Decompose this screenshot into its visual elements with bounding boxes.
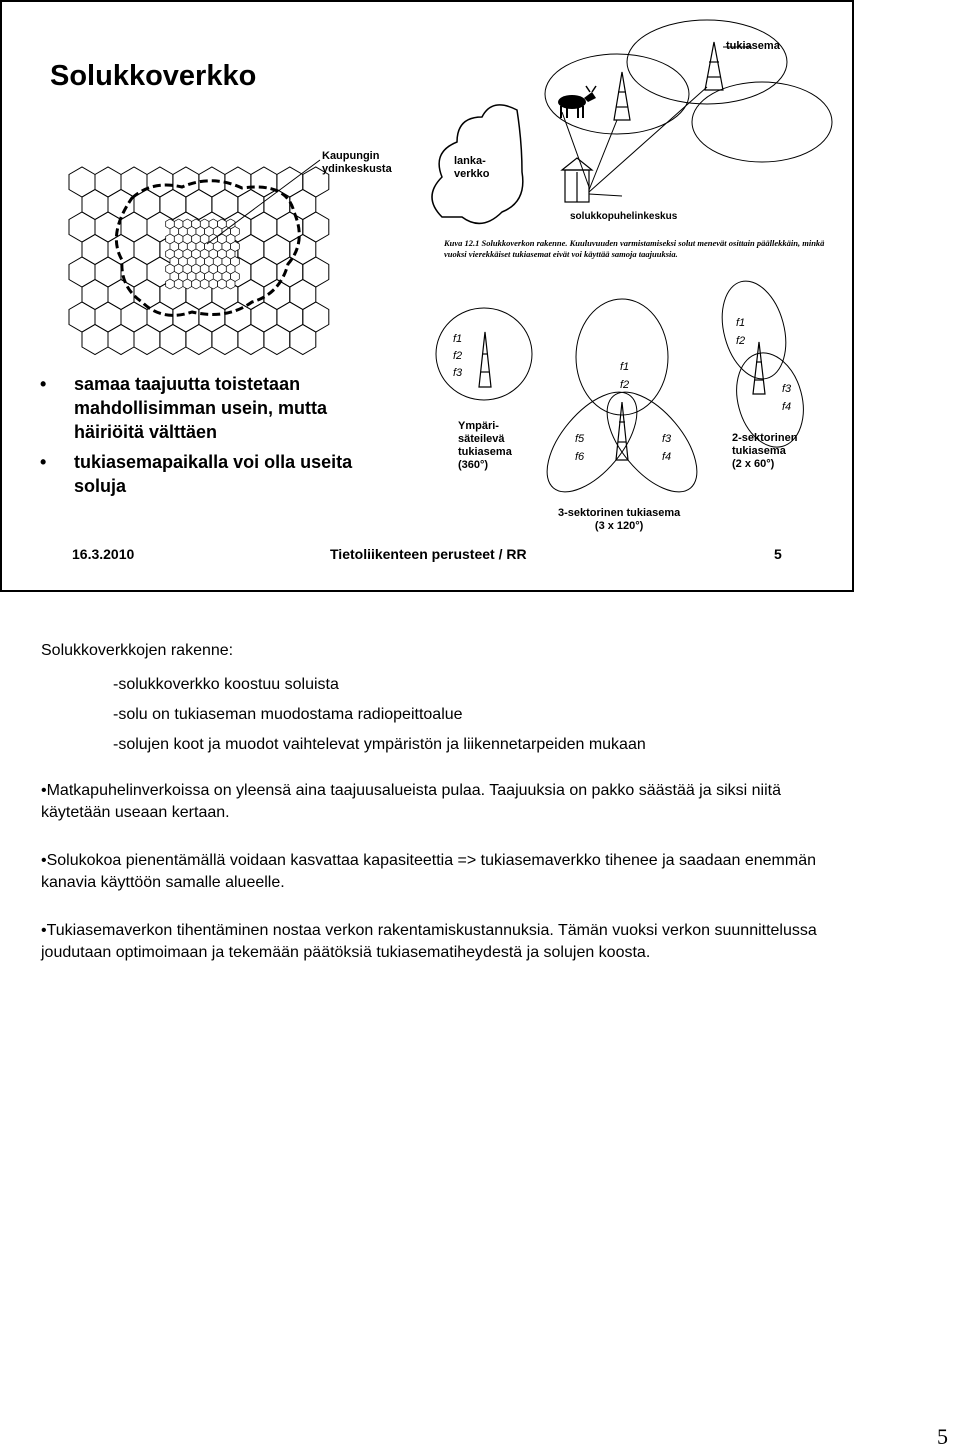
freq-label: f3 — [662, 433, 672, 445]
hex-cell — [95, 302, 121, 332]
omni-tower-icon — [479, 332, 491, 387]
bullet-dot: • — [40, 374, 47, 394]
hex-cell — [290, 325, 316, 355]
hex-cell — [121, 167, 147, 197]
base-station-label: tukiasema — [726, 40, 780, 52]
two-sector-label: 2-sektorinen tukiasema (2 x 60°) — [732, 432, 798, 470]
freq-label: f1 — [620, 361, 630, 373]
freq-label: f2 — [736, 335, 746, 347]
hex-cell — [69, 257, 95, 287]
small-hex-cell — [209, 279, 218, 289]
hex-cell — [121, 302, 147, 332]
freq-label: f2 — [620, 379, 630, 391]
slide-bullet: • tukiasemapaikalla voi olla useita soluja — [40, 452, 353, 496]
notes-subitem: -solu on tukiaseman muodostama radiopeittoalue — [113, 706, 463, 723]
hex-cell — [108, 325, 134, 355]
hex-cell — [82, 280, 108, 310]
hex-cell — [264, 325, 290, 355]
hex-cell — [134, 235, 160, 265]
hex-cell — [82, 325, 108, 355]
hex-cell — [82, 190, 108, 220]
hex-cell — [95, 212, 121, 242]
bullet-dot: • — [40, 452, 47, 472]
hex-cell — [121, 257, 147, 287]
notes-subitem: -solujen koot ja muodot vaihtelevat ympäristön ja liikennetarpeiden mukaan — [113, 736, 646, 753]
slide — [0, 0, 854, 592]
omni-station-label: Ympäri- säteilevä tukiasema (360°) — [458, 420, 512, 471]
two-sector-tower-icon — [753, 342, 765, 394]
slide-bullet: • samaa taajuutta toistetaan mahdollisimman usein, mutta häiriöitä välttäen — [40, 374, 328, 442]
tower-icon — [614, 42, 723, 120]
small-hex-cell — [200, 279, 209, 289]
small-hex-cell — [183, 279, 192, 289]
notes-subitem: -solukkoverkko koostuu soluista — [113, 676, 339, 693]
hex-cell — [186, 325, 212, 355]
hex-cell — [238, 235, 264, 265]
hex-cell — [69, 212, 95, 242]
hex-cell — [160, 325, 186, 355]
coverage-area — [692, 82, 832, 162]
hex-cell — [303, 257, 329, 287]
figure-caption: Kuva 12.1 Solukkoverkon rakenne. Kuuluvuuden varmistamiseksi solut menevät osittain päällekkäin, minkä vuoksi vierekkäiset tukiasemat eivät voi käyttää samoja taajuuksia. — [444, 238, 825, 259]
hex-cell — [199, 302, 225, 332]
small-hex-cell — [166, 279, 175, 289]
small-hex-cell — [174, 279, 183, 289]
hex-cell — [212, 190, 238, 220]
notes-paragraph: •Solukokoa pienentämällä voidaan kasvattaa kapasiteettia => tukiasemaverkko tihenee ja saadaan enemmän kanavia käyttöön samalle alueelle. — [41, 852, 816, 891]
hex-cell — [108, 235, 134, 265]
notes-heading: Solukkoverkkojen rakenne: — [41, 642, 234, 659]
hex-cell — [264, 235, 290, 265]
hex-cell — [173, 302, 199, 332]
freq-label: f2 — [453, 350, 463, 362]
hex-cell — [69, 167, 95, 197]
hex-cell — [82, 235, 108, 265]
coverage-area — [627, 20, 787, 104]
moose-icon — [558, 86, 596, 118]
slide-footer-title: Tietoliikenteen perusteet / RR — [330, 546, 527, 562]
hex-cell — [290, 235, 316, 265]
small-cell-grid — [166, 219, 240, 289]
speaker-notes — [41, 640, 841, 964]
freq-label: f4 — [662, 451, 672, 463]
small-hex-cell — [218, 279, 227, 289]
freq-label: f3 — [453, 367, 463, 379]
hex-cell — [212, 325, 238, 355]
hex-cell — [108, 280, 134, 310]
hex-cell — [69, 302, 95, 332]
hex-cell — [251, 257, 277, 287]
freq-label: f3 — [782, 383, 792, 395]
hex-cell — [186, 190, 212, 220]
notes-paragraph: •Tukiasemaverkon tihentäminen nostaa verkon rakentamiskustannuksia. Tämän vuoksi verkon suunnittelussa joudutaan optimoimaan ja tekemään päätöksiä tukiasematiheydestä ja solujen koosta. — [41, 922, 817, 961]
hex-cell — [147, 167, 173, 197]
small-hex-cell — [192, 279, 201, 289]
freq-label: f6 — [575, 451, 585, 463]
hex-cell — [238, 325, 264, 355]
slide-footer-date: 16.3.2010 — [72, 546, 135, 562]
hex-cell — [134, 325, 160, 355]
slide-footer-page: 5 — [774, 546, 782, 562]
hex-cell — [251, 212, 277, 242]
hex-cell — [95, 167, 121, 197]
hex-cell — [303, 212, 329, 242]
slide-title: Solukkoverkko — [50, 60, 257, 92]
hex-cell — [238, 280, 264, 310]
hex-cell — [251, 167, 277, 197]
notes-paragraph: •Matkapuhelinverkoissa on yleensä aina taajuusalueista pulaa. Taajuuksia on pakko säästää ja siksi niitä käytetään useaan kertaan. — [41, 782, 781, 821]
hex-cell — [121, 212, 147, 242]
freq-label: f4 — [782, 401, 792, 413]
page-number: 5 — [937, 1424, 948, 1449]
slide-bullets — [40, 372, 360, 504]
city-center-label: Kaupungin ydinkeskusta — [322, 150, 392, 175]
hex-cell — [147, 302, 173, 332]
hex-cell — [108, 190, 134, 220]
freq-label: f5 — [575, 433, 585, 445]
wired-network-label: lanka- verkko — [454, 155, 490, 180]
two-sector-lobes — [712, 274, 813, 455]
hex-cell — [264, 190, 290, 220]
three-sector-label: 3-sektorinen tukiasema (3 x 120°) — [558, 507, 681, 532]
hex-cell — [303, 302, 329, 332]
switching-center-label: solukkopuhelinkeskus — [570, 211, 678, 222]
hex-cell — [251, 302, 277, 332]
hex-cell — [95, 257, 121, 287]
hex-cell — [277, 302, 303, 332]
small-hex-cell — [226, 279, 235, 289]
hex-cell — [290, 280, 316, 310]
switching-center-building — [562, 158, 592, 202]
hex-cell — [160, 190, 186, 220]
freq-label: f1 — [736, 317, 746, 329]
coverage-area — [545, 54, 689, 134]
freq-label: f1 — [453, 333, 463, 345]
